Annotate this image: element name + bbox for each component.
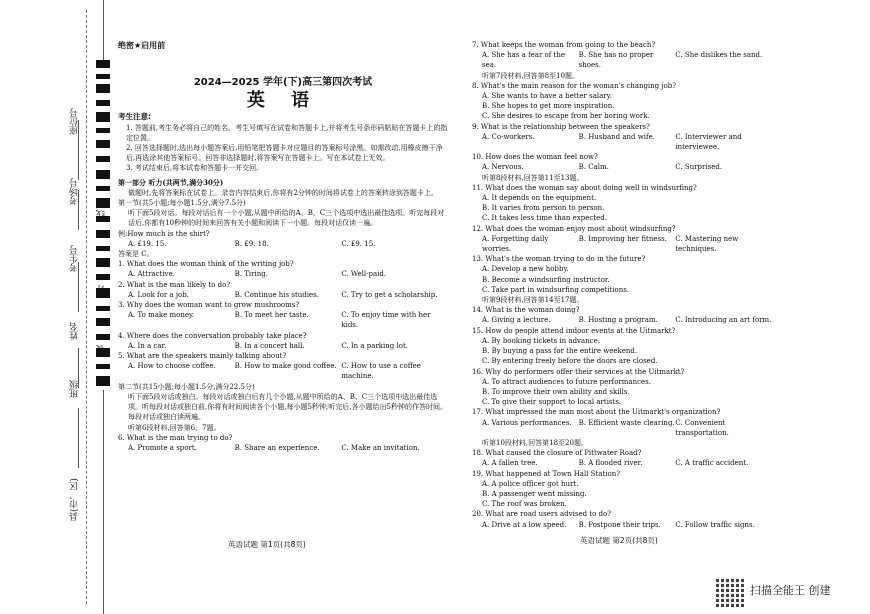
question-text: 13. What's the woman trying to do in the future? — [472, 255, 646, 264]
question-block — [472, 152, 772, 183]
option: C. Follow traffic signs. — [675, 520, 755, 529]
question-block — [472, 509, 772, 529]
option: C. How to use a coffee machine. — [341, 362, 421, 381]
option: B. Postpone their trips. — [578, 520, 661, 529]
option: A. Nervous. — [482, 163, 524, 172]
section1-heading: 第一节(共5小题;每小题1.5分,满分7.5分) — [118, 199, 246, 208]
left-column — [118, 60, 448, 453]
question-text: 4. Where does the conversation probably take place? — [118, 331, 307, 340]
question-text: 9. What is the relationship between the speakers? — [472, 122, 650, 131]
question-text: 1. What does the woman think of the writing job? — [118, 260, 294, 269]
question-text: 16. Why do performers offer their services at the Uitmarkt? — [472, 367, 685, 376]
option: A. £19. 15. — [128, 239, 167, 248]
option: C. To give their support to local artists. — [482, 398, 622, 407]
page-footer-right: 英语试题 第2页(共8页) — [580, 536, 658, 545]
question-text: 7. What keeps the woman from going to the beach? — [472, 41, 656, 49]
question-text: 20. What are road users advised to do? — [472, 510, 611, 519]
question-block — [472, 469, 772, 510]
notice-item: 2. 回答选择题时,选出每小题答案后,用铅笔把答题卡对应题目的答案标号涂黑。如需改动,用橡皮擦干净后,再选涂其他答案标号。回答非选择题时,将答案写在答题卡上。写在本试卷上无效。 — [126, 144, 443, 163]
question-block — [472, 448, 772, 468]
part1-heading: 第一部分 听力(共两节,满分30分) — [118, 177, 224, 187]
option: A. Attractive. — [128, 270, 175, 279]
option: A. By booking tickets in advance. — [482, 336, 600, 345]
option: A. Forgetting daily worries. — [482, 234, 549, 254]
notice-heading: 考生注意: — [118, 112, 151, 122]
option: C. She desires to escape from her boring work. — [482, 112, 650, 121]
option: C. By entering freely before the doors are closed. — [482, 357, 658, 366]
option: B. To meet her taste. — [234, 311, 309, 320]
right-column — [472, 40, 772, 530]
option: B. A passenger went missing. — [482, 489, 587, 498]
option: B. A flooded river. — [578, 459, 643, 468]
question-block — [118, 331, 448, 351]
option: C. In a parking lot. — [341, 341, 408, 350]
section1-intro: 听下面5段对话。每段对话后有一个小题,从题中所给的A、B、C三个选项中选出最佳选项。听完每段对话后,你都有10秒钟的时间来回答有关小题和阅读下一小题。每段对话仅读一遍。 — [128, 209, 445, 228]
exam-title: 2024—2025 学年(下)高三第四次考试 — [193, 77, 373, 88]
notice-item: 3. 考试结束后,将本试卷和答题卡一并交回。 — [126, 164, 264, 173]
question-text: 8. What's the main reason for the woman's changing job? — [472, 81, 677, 90]
question-options — [128, 443, 448, 453]
question-options — [128, 269, 448, 279]
candidate-number-label: 考生号 — [70, 245, 80, 272]
listen-instruction: 听第9段材料,回答第14至17题。 — [482, 296, 584, 305]
question-block — [118, 351, 448, 382]
option: B. She hopes to get more inspiration. — [482, 102, 615, 111]
exam-room-label: 考场号 — [70, 178, 80, 205]
question-block — [472, 254, 772, 305]
option: B. Become a windsurfing instructor. — [482, 275, 610, 284]
question-text: 10. How does the woman feel now? — [472, 153, 598, 162]
option: A. Look for a job. — [128, 290, 189, 299]
option: B. Husband and wife. — [578, 132, 655, 141]
option: A. Various performances. — [482, 418, 572, 427]
question-block — [472, 305, 772, 325]
question-text: 3. Why does the woman want to grow mushrooms? — [118, 301, 300, 310]
option: A. Giving a lecture. — [482, 316, 551, 325]
option: A. Co-workers. — [482, 132, 535, 141]
question-block — [472, 326, 772, 367]
question-options — [482, 315, 772, 325]
option: B. She has no proper shoes. — [578, 51, 654, 70]
option: B. How to make good coffee. — [234, 362, 337, 371]
option: A. A fallen tree. — [482, 459, 538, 468]
option: A. In a car. — [128, 341, 167, 350]
option: B. In a concert hall. — [234, 341, 305, 350]
option: C. Try to get a scholarship. — [341, 290, 438, 299]
option: B. £9. 18. — [234, 239, 269, 248]
name-label: 姓名 — [70, 322, 80, 340]
question-text: 2. What is the man likely to do? — [118, 280, 231, 289]
option: C. £9. 15. — [341, 239, 376, 248]
option: C. Introducing an art form. — [675, 316, 772, 325]
county-label: 县(市、区) — [70, 478, 80, 522]
option: B. To improve their own ability and skills. — [482, 387, 630, 396]
option: A. How to choose coffee. — [128, 362, 216, 371]
option: A. To make money. — [128, 311, 195, 320]
option: B. Share an experience. — [234, 443, 320, 452]
option: B. Efficient waste clearing. — [578, 418, 675, 427]
option: C. Take part in windsurfing competitions. — [482, 285, 630, 294]
question-block — [472, 81, 772, 122]
option: C. Interviewer and interviewee. — [675, 132, 742, 152]
seat-number-label: 座位号 — [70, 108, 80, 135]
subject-title: 英 语 — [246, 90, 320, 112]
option: B. Calm. — [578, 163, 609, 172]
question-options — [482, 50, 772, 70]
option: A. Drive at a low speed. — [482, 520, 567, 529]
question-text: 17. What impressed the man most about the Uitmarkt's organization? — [472, 408, 721, 417]
question-text: 12. What does the woman enjoy most about windsurfing? — [472, 224, 676, 233]
cut-mark-bind: 订 — [97, 285, 107, 294]
option: A. It depends on the equipment. — [482, 194, 597, 203]
option: C. Surprised. — [675, 163, 723, 172]
option: A. Promote a sport. — [128, 443, 197, 452]
question-text: 11. What does the woman say about doing well in windsurfing? — [472, 183, 697, 192]
question-options — [482, 132, 772, 152]
option: C. To enjoy time with her kids. — [341, 311, 431, 330]
question-block — [472, 122, 772, 153]
question-block — [472, 367, 772, 408]
listen-instruction: 听第7段材料,回答第8至10题。 — [482, 71, 580, 80]
question-text: 18. What caused the closure of Pittwater Road? — [472, 449, 642, 458]
question-block — [118, 300, 448, 331]
option: B. It varies from person to person. — [482, 204, 605, 213]
option: C. The roof was broken. — [482, 500, 567, 509]
question-block — [472, 40, 772, 81]
question-text: 19. What happened at Town Hall Station? — [472, 469, 620, 478]
barcode-marks — [96, 60, 110, 390]
question-options — [128, 290, 448, 300]
question-options — [482, 520, 772, 530]
question-options — [482, 162, 772, 172]
option: B. Continue his studies. — [234, 290, 319, 299]
option: C. Well-paid. — [341, 270, 387, 279]
page-footer-left: 英语试题 第1页(共8页) — [228, 540, 306, 549]
question-options — [128, 361, 448, 381]
section2-heading: 第二节(共15小题;每小题1.5分,满分22.5分) — [118, 382, 255, 391]
question-list-left — [118, 259, 448, 381]
question-block — [472, 407, 772, 448]
question-options — [482, 458, 772, 468]
option: C. It takes less time than expected. — [482, 214, 607, 223]
question-text: 5. What are the speakers mainly talking about? — [118, 352, 287, 361]
question-block — [118, 280, 448, 300]
notice-item: 1. 答题前,考生务必将自己的姓名、考生号填写在试卷和答题卡上,并将考生号条形码粘贴在答题卡上的指定位置。 — [126, 123, 448, 142]
option: A. She has a fear of the sea. — [482, 51, 566, 70]
class-label: 班级 — [70, 380, 80, 398]
option: C. A traffic accident. — [675, 459, 749, 468]
example-options — [128, 239, 448, 249]
option: B. Improving her fitness. — [578, 234, 667, 243]
cut-mark-line: 线 — [97, 210, 107, 219]
question-options — [128, 310, 448, 330]
question-text: 6. What is the man trying to do? — [118, 433, 233, 442]
part1-intro: 做题时,先将答案标在试卷上。录音内容结束后,你将有2分钟的时间将试卷上的答案转涂到答题卡上。 — [128, 188, 438, 197]
question-block — [472, 224, 772, 255]
option: C. Make an invitation. — [341, 443, 420, 452]
listen-instruction: 听第10段材料,回答第18至20题。 — [482, 438, 588, 447]
option: A. She wants to have a better salary. — [482, 92, 612, 101]
option: B. By buying a pass for the entire weekend. — [482, 347, 638, 356]
listen-instruction: 听第8段材料,回答第11至13题。 — [482, 173, 584, 182]
question-options — [482, 234, 772, 254]
cut-mark-pack: 装 — [97, 345, 107, 354]
option: B. Hosting a program. — [578, 316, 658, 325]
option: A. Develop a new hobby. — [482, 265, 569, 274]
scanner-watermark: 扫描全能王 创建 — [750, 584, 831, 597]
example-answer: 答案是 C。 — [118, 250, 154, 259]
question-text: 14. What is the woman doing? — [472, 306, 580, 315]
option: C. Convenient transportation. — [675, 418, 729, 437]
question-block — [472, 183, 772, 224]
option: C. She dislikes the sand. — [675, 51, 763, 60]
option: A. To attract audiences to future performances. — [482, 377, 651, 386]
question-options — [482, 418, 772, 438]
question-block — [118, 259, 448, 279]
example-question: 例:How much is the shirt? — [118, 229, 210, 238]
notice-block — [118, 112, 448, 173]
binding-strip — [0, 0, 112, 614]
confidential-tag: 绝密★启用前 — [118, 41, 166, 50]
question-text: 15. How do people attend indoor events at the Uitmarkt? — [472, 326, 676, 335]
option: A. A police officer got hurt. — [482, 479, 579, 488]
question-options — [128, 341, 448, 351]
listen-instruction: 听第6段材料,回答第6、7题。 — [128, 423, 221, 432]
option: C. Mastering new techniques. — [675, 234, 739, 254]
option: B. Tiring. — [234, 270, 268, 279]
section2-intro: 听下面5段对话或独白。每段对话或独白后有几个小题,从题中所给的A、B、C三个选项中选出最佳选项。听每段对话或独白前,你将有时间阅读各个小题,每小题5秒钟;听完后,各小题给出5秒钟的作答时间。每段对话或独白读两遍。 — [128, 392, 447, 422]
